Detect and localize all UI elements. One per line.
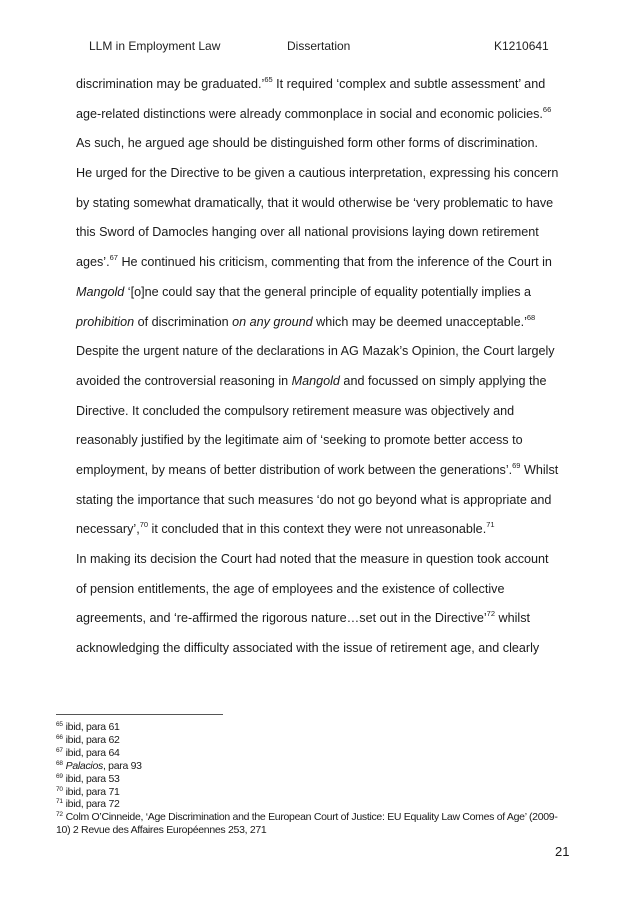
text-line: He urged for the Directive to be given a cautious interpretation, expressing his concern xyxy=(76,166,559,181)
text-line: this Sword of Damocles hanging over all national provisions laying down retirement xyxy=(76,225,539,240)
text-line: necessary’,$^{70}$ it concluded that in this context they were not unreasonable.$^{71}$ xyxy=(76,520,495,537)
footnote: $^{72}$ Colm O’Cinneide, ‘Age Discrimination and the European Court of Justice: EU Equality Law Comes of Age’ (2009- xyxy=(56,811,558,824)
footnote-ref[interactable]: 70 xyxy=(139,520,149,530)
text-line: avoided the controversial reasoning in Mangold and focussed on simply applying the xyxy=(76,373,547,388)
text-line: by stating somewhat dramatically, that it would otherwise be ‘very problematic to have xyxy=(76,195,554,210)
header-doc-type: Dissertation xyxy=(287,39,351,53)
text-line: age-related distinctions were already commonplace in social and economic policies.$^{66}$ xyxy=(76,104,552,121)
text-line: employment, by means of better distribution of work between the generations’.$^{69}$ Whilst xyxy=(76,460,559,477)
text-line: Mangold ‘[o]ne could say that the general principle of equality potentially implies a xyxy=(76,284,532,299)
footnotes xyxy=(56,721,576,837)
page-number: 21 xyxy=(555,844,570,859)
footnote: $^{68}$ Palacios, para 93 xyxy=(56,759,142,772)
footnote: $^{65}$ ibid, para 61 xyxy=(56,721,120,733)
text-line: prohibition of discrimination on any ground which may be deemed unacceptable.’$^{68}$ xyxy=(76,312,536,329)
body-text xyxy=(76,70,576,664)
footnote: $^{70}$ ibid, para 71 xyxy=(56,785,120,798)
text-line: discrimination may be graduated.’$^{65}$ It required ‘complex and subtle assessment’ and xyxy=(76,75,546,91)
footnote-ref[interactable]: 68 xyxy=(526,312,536,322)
text-line: of pension entitlements, the age of employees and the existence of collective xyxy=(76,581,505,596)
footnote-separator xyxy=(56,714,223,715)
footnote-ref[interactable]: 71 xyxy=(486,520,495,530)
footnote-ref[interactable]: 66 xyxy=(542,104,552,114)
header-course: LLM in Employment Law xyxy=(89,39,221,53)
footnote-ref[interactable]: 69 xyxy=(512,460,521,470)
footnote-ref[interactable]: 72 xyxy=(486,609,496,619)
footnote: $^{71}$ ibid, para 72 xyxy=(56,798,120,811)
text-line: agreements, and ‘re-affirmed the rigorous nature…set out in the Directive’$^{72}$ whilst xyxy=(76,609,531,626)
footnote: $^{69}$ ibid, para 53 xyxy=(56,772,120,785)
text-line: acknowledging the difficulty associated with the issue of retirement age, and clearly xyxy=(76,641,540,656)
footnote: $^{67}$ ibid, para 64 xyxy=(56,746,120,759)
header-student-id: K1210641 xyxy=(494,39,549,53)
text-line: In making its decision the Court had noted that the measure in question took account xyxy=(76,552,549,566)
text-line: Directive. It concluded the compulsory retirement measure was objectively and xyxy=(76,403,515,418)
footnote-continuation: 10) 2 Revue des Affaires Européennes 253, 271 xyxy=(56,824,267,837)
text-line: ages’.$^{67}$ He continued his criticism, commenting that from the inference of the Court in xyxy=(76,253,552,270)
text-line: stating the importance that such measures ‘do not go beyond what is appropriate and xyxy=(76,492,552,507)
footnote-ref[interactable]: 65 xyxy=(264,75,273,84)
text-line: Despite the urgent nature of the declarations in AG Mazak’s Opinion, the Court largely xyxy=(76,344,555,359)
text-line: reasonably justified by the legitimate aim of ‘seeking to promote better access to xyxy=(76,433,523,448)
text-line: As such, he argued age should be distinguished form other forms of discrimination. xyxy=(76,136,539,151)
footnote: $^{66}$ ibid, para 62 xyxy=(56,733,120,746)
footnote-ref[interactable]: 67 xyxy=(109,253,118,263)
